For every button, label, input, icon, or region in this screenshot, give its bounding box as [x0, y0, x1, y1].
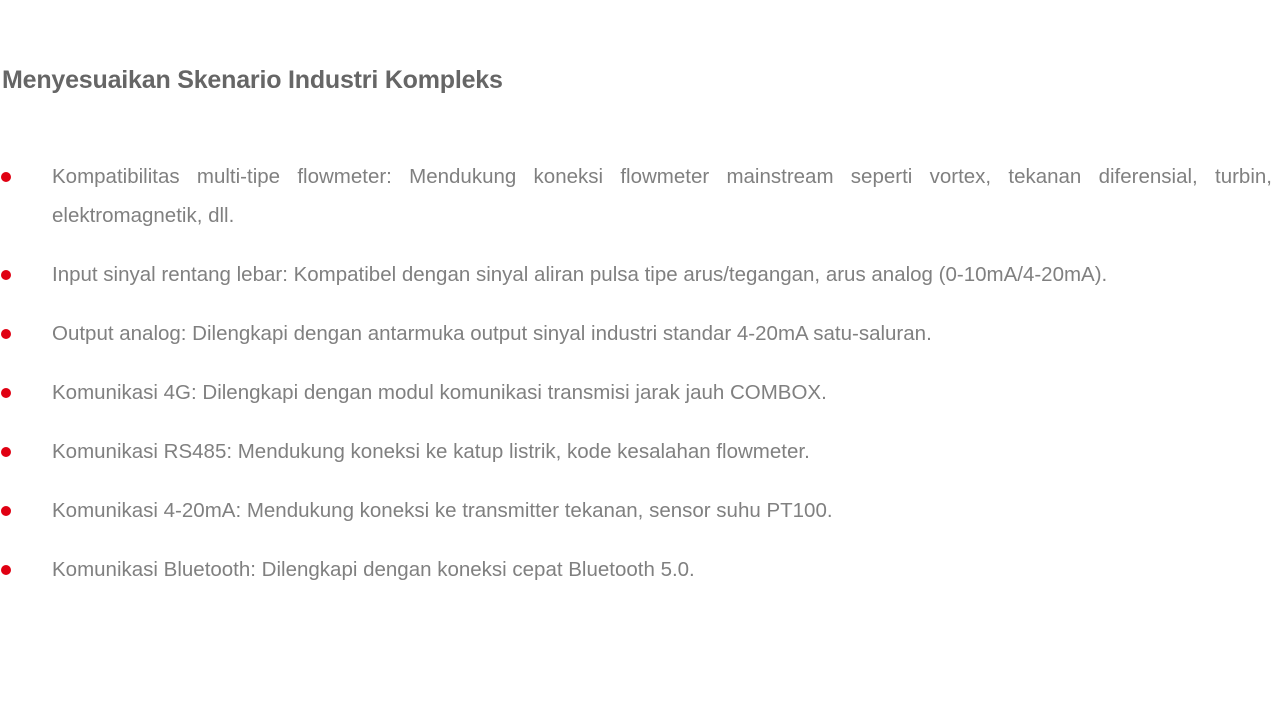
list-item: [0, 157, 1272, 235]
list-item: [0, 550, 1272, 589]
list-item-text: Kompatibilitas multi-tipe flowmeter: Mendukung koneksi flowmeter mainstream seperti vortex, tekanan diferensial, turbin, elektromagnetik, dll.: [52, 165, 1272, 227]
bullet-dot-icon: [1, 447, 11, 457]
list-item: [0, 255, 1272, 294]
list-item-text: Input sinyal rentang lebar: Kompatibel dengan sinyal aliran pulsa tipe arus/tegangan, arus analog (0-10mA/4-20mA).: [52, 263, 1108, 286]
section-heading: Menyesuaikan Skenario Industri Kompleks: [2, 66, 503, 94]
list-item-text: Komunikasi Bluetooth: Dilengkapi dengan koneksi cepat Bluetooth 5.0.: [52, 558, 695, 581]
list-item: [0, 491, 1272, 530]
feature-list: [0, 157, 1272, 609]
list-item-text: Komunikasi RS485: Mendukung koneksi ke katup listrik, kode kesalahan flowmeter.: [52, 440, 810, 463]
list-item: [0, 373, 1272, 412]
bullet-dot-icon: [1, 172, 11, 182]
list-item: [0, 314, 1272, 353]
bullet-dot-icon: [1, 329, 11, 339]
list-item-text: Komunikasi 4G: Dilengkapi dengan modul komunikasi transmisi jarak jauh COMBOX.: [52, 381, 827, 404]
bullet-dot-icon: [1, 388, 11, 398]
bullet-dot-icon: [1, 270, 11, 280]
list-item-text: Komunikasi 4-20mA: Mendukung koneksi ke transmitter tekanan, sensor suhu PT100.: [52, 499, 833, 522]
bullet-dot-icon: [1, 506, 11, 516]
list-item-text: Output analog: Dilengkapi dengan antarmuka output sinyal industri standar 4-20mA satu-saluran.: [52, 322, 932, 345]
bullet-dot-icon: [1, 565, 11, 575]
list-item: [0, 432, 1272, 471]
